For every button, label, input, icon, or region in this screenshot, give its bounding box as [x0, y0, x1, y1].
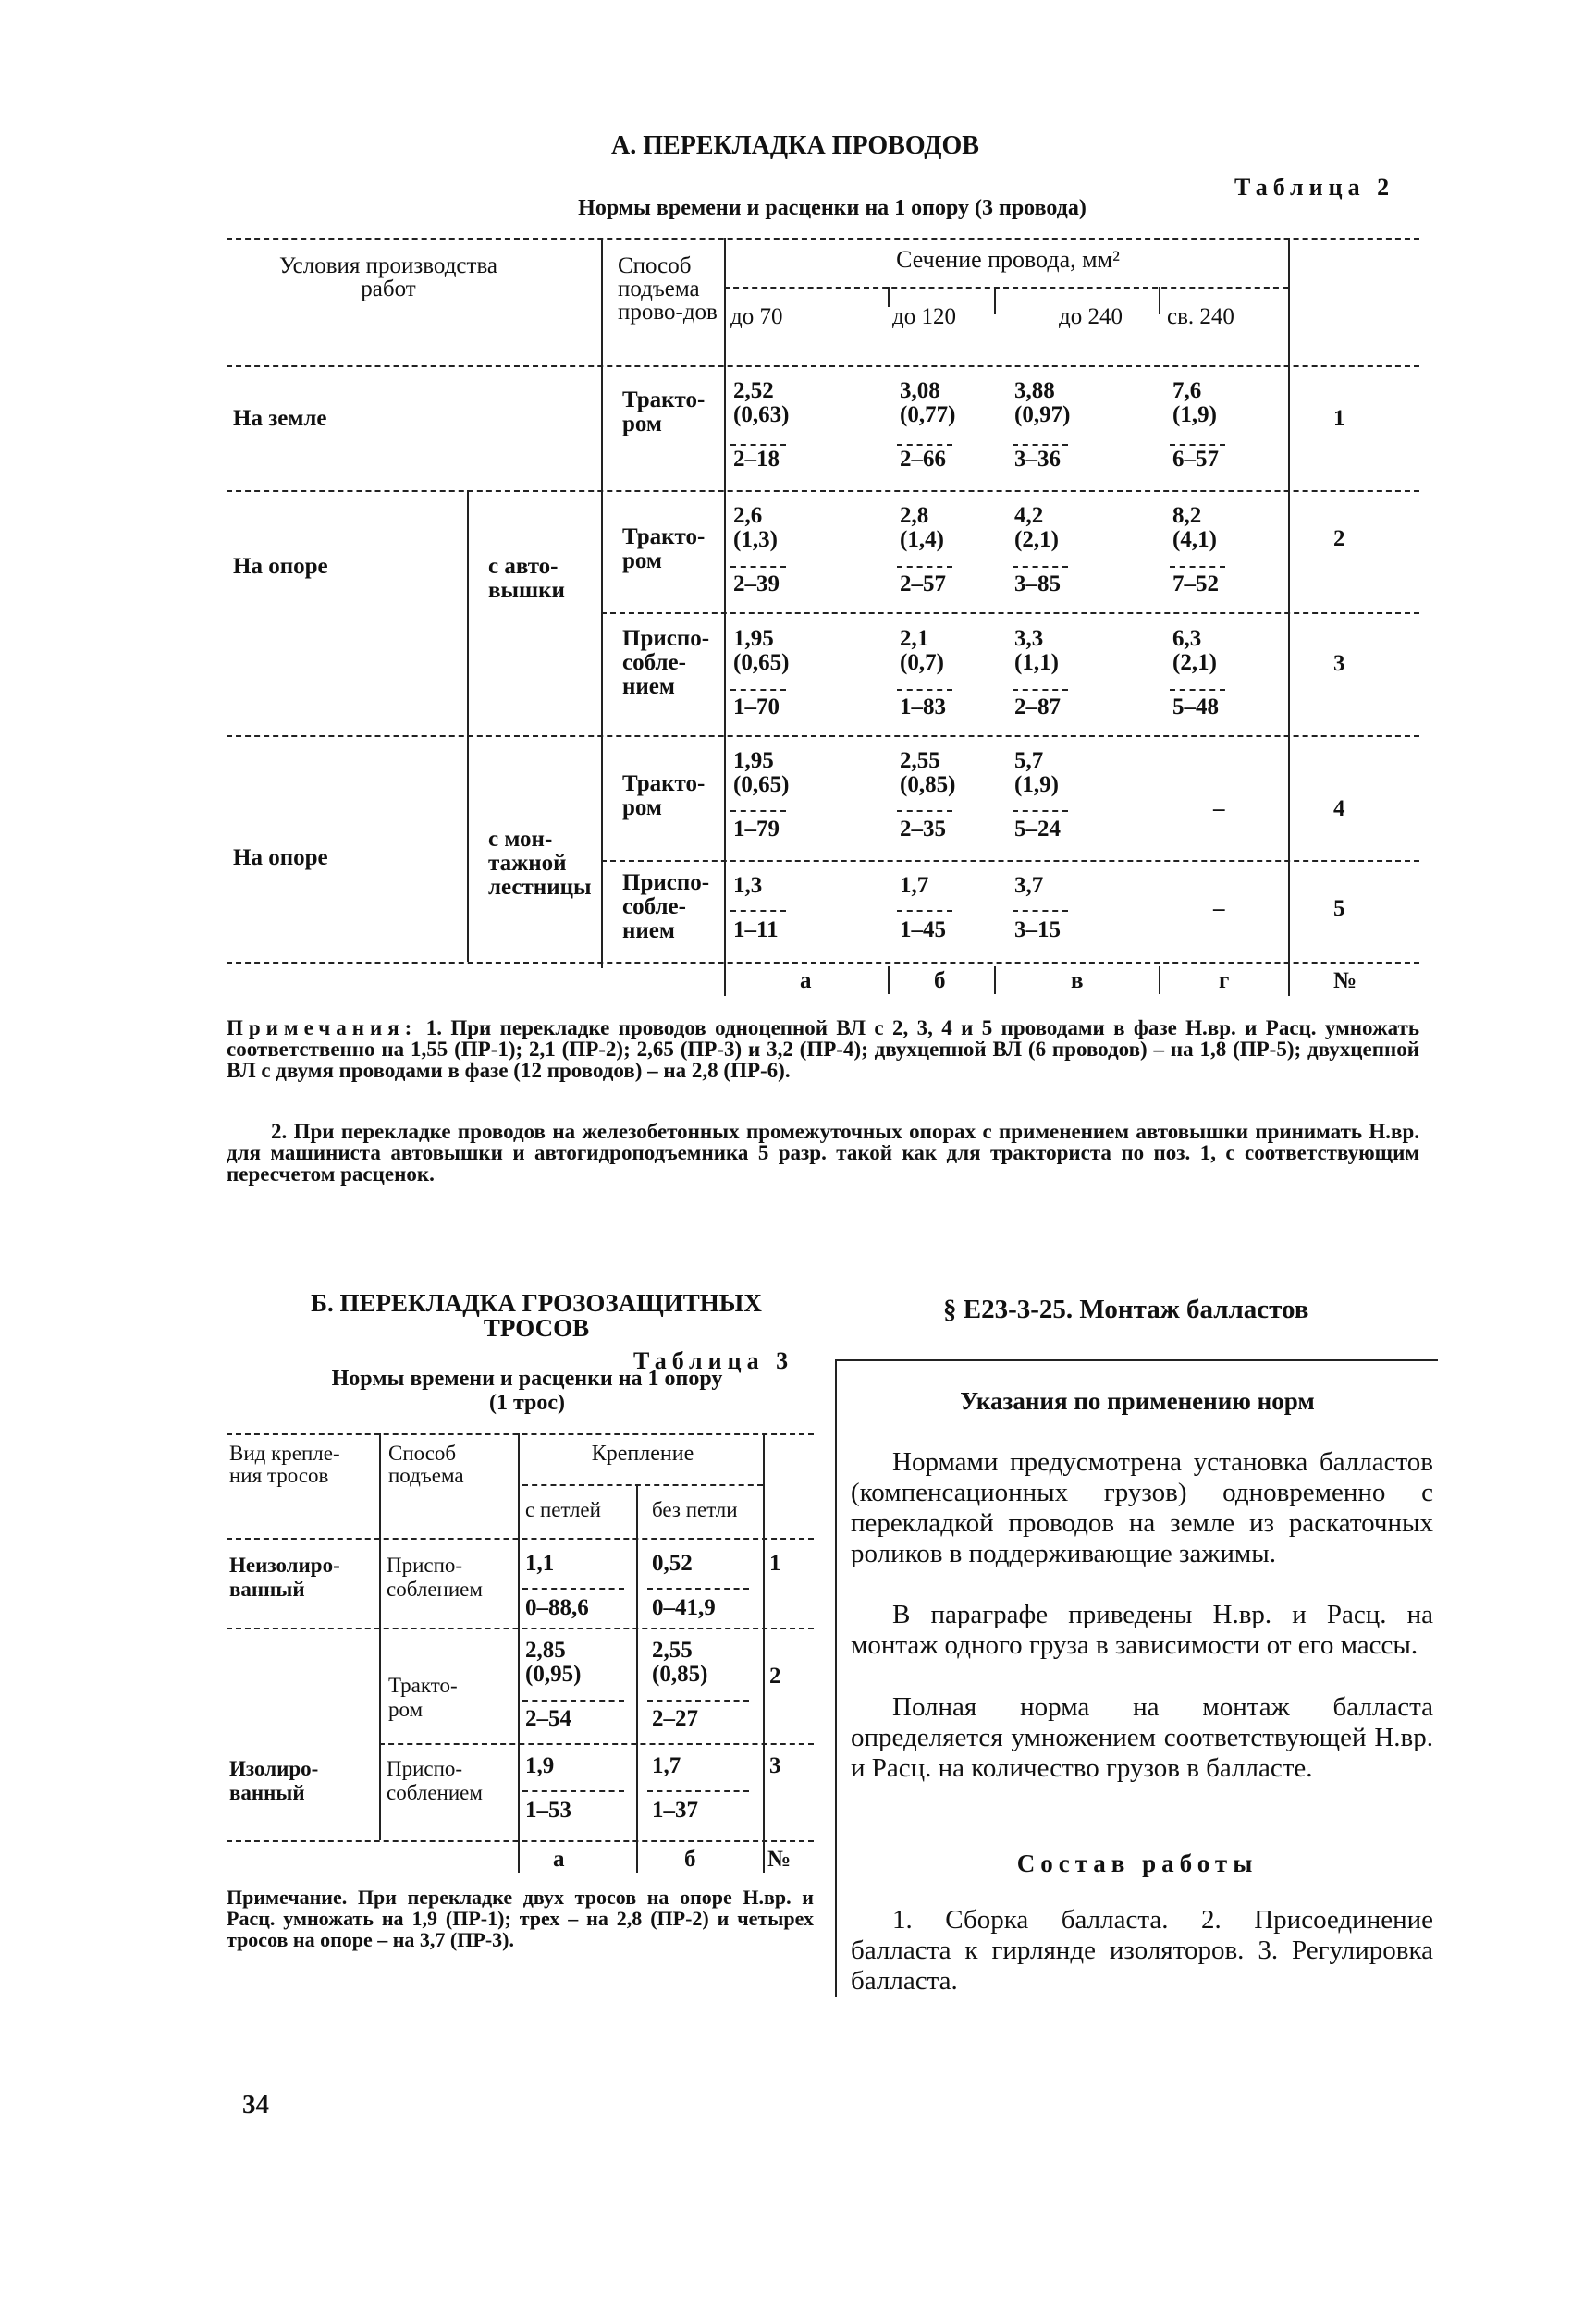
t3-header-c2: без петли: [652, 1498, 738, 1521]
letter-b: б: [934, 968, 946, 993]
t3-row1-c1: 1,1 0–88,6: [525, 1551, 589, 1620]
letter-no: №: [1333, 968, 1357, 993]
row3-col1: 1,95 (0,65) 1–70: [733, 626, 790, 719]
note-head: Примечания:: [227, 1016, 418, 1039]
t3-row2-method: Тракто-ром: [388, 1674, 458, 1721]
instructions-title: Указания по применению норм: [960, 1387, 1315, 1415]
row4-col4: –: [1213, 796, 1225, 821]
row2-col4: 8,2 (4,1) 7–52: [1172, 503, 1219, 596]
row4-col2: 2,55 (0,85) 2–35: [900, 748, 956, 842]
row1-col4: 7,6 (1,9) 6–57: [1172, 378, 1219, 472]
t3-header-fix: Крепление: [591, 1442, 694, 1466]
t3-letter-no: №: [767, 1847, 792, 1872]
t3-row3-method: Приспо-соблением: [387, 1757, 483, 1804]
t3-row1-no: 1: [769, 1551, 781, 1576]
t3-row2-c2: 2,55 (0,85) 2–27: [652, 1638, 708, 1731]
row2-col2: 2,8 (1,4) 2–57: [900, 503, 946, 596]
row2-place: На опоре: [233, 554, 328, 579]
letter-v: в: [1071, 968, 1084, 993]
row3-col2: 2,1 (0,7) 1–83: [900, 626, 946, 719]
row1-place: На земле: [233, 406, 327, 431]
work-title: Состав работы: [1016, 1849, 1258, 1877]
row1-col3: 3,88 (0,97) 3–36: [1014, 378, 1071, 472]
row2-sub: с авто-вышки: [488, 554, 565, 603]
header-section: Сечение провода, мм²: [896, 246, 1120, 273]
row5-col3: 3,7 3–15: [1014, 873, 1061, 942]
row2-col3: 4,2 (2,1) 3–85: [1014, 503, 1061, 596]
row5-col1: 1,3 1–11: [733, 873, 779, 942]
row4-place: На опоре: [233, 845, 328, 870]
table3-subtitle: Нормы времени и расценки на 1 опору (1 трос): [331, 1367, 723, 1415]
row3-col3: 3,3 (1,1) 2–87: [1014, 626, 1061, 719]
row4-no: 4: [1333, 796, 1345, 821]
table2-note-1: [227, 1017, 1419, 1081]
t3-row3-kind: Изолиро-ванный: [229, 1757, 319, 1804]
letter-a: а: [800, 968, 812, 993]
work-text: 1. Сборка балласта. 2. Присоединение балласта к гирлянде изоляторов. 3. Регулировка балласта.: [851, 1905, 1433, 1996]
row5-method: Приспо-собле-нием: [622, 870, 710, 943]
t3-row2-c1: 2,85 (0,95) 2–54: [525, 1638, 582, 1731]
header-col-3: до 240: [1059, 304, 1123, 329]
t3-header-method: Способ подъема: [388, 1442, 464, 1487]
row3-col4: 6,3 (2,1) 5–48: [1172, 626, 1219, 719]
header-col-1: до 70: [730, 304, 783, 329]
t3-header-kind: Вид крепле-ния тросов: [229, 1442, 340, 1487]
row2-method: Тракто-ром: [622, 524, 706, 573]
section-e-title: § Е23-3-25. Монтаж балластов: [943, 1295, 1309, 1324]
row3-no: 3: [1333, 651, 1345, 676]
instructions-p1: Нормами предусмотрена установка балластов (компенсационных грузов) одновременно с перекладкой проводов на земле из раскаточных роликов в поддерживающие зажимы.: [851, 1447, 1433, 1568]
header-col-4: св. 240: [1167, 304, 1234, 329]
row3-method: Приспо-собле-нием: [622, 626, 710, 699]
row2-col1: 2,6 (1,3) 2–39: [733, 503, 780, 596]
t3-row3-c1: 1,9 1–53: [525, 1753, 571, 1823]
row4-col1: 1,95 (0,65) 1–79: [733, 748, 790, 842]
table3-label: Таблица 3: [633, 1347, 794, 1374]
table2-note-2: 2. При перекладке проводов на железобетонных промежуточных опорах с применением автовышки принимать Н.вр. для машиниста автовышки и автогидроподъемника 5 разр. такой как для тракториста по поз. 1, с соответствующим пересчетом расценок.: [227, 1120, 1419, 1186]
row5-col4: –: [1213, 896, 1225, 921]
section-a-title: А. ПЕРЕКЛАДКА ПРОВОДОВ: [611, 131, 979, 160]
section-b-title: Б. ПЕРЕКЛАДКА ГРОЗОЗАЩИТНЫХ ТРОСОВ: [311, 1289, 762, 1342]
header-method: Способ подъема прово-дов: [618, 253, 718, 325]
t3-letter-b: б: [684, 1847, 696, 1872]
t3-row1-kind: Неизолиро-ванный: [229, 1554, 340, 1601]
header-conditions: Условия производства работ: [278, 253, 498, 301]
row4-method: Тракто-ром: [622, 771, 706, 820]
row5-no: 5: [1333, 896, 1345, 921]
t3-row1-c2: 0,52 0–41,9: [652, 1551, 716, 1620]
row4-sub: с мон-тажной лестницы: [488, 827, 592, 900]
t3-row2-no: 2: [769, 1664, 781, 1689]
note-1-text: 1. При перекладке проводов одноцепной ВЛ с 2, 3, 4 и 5 проводами в фазе Н.вр. и Расц. умножать соответственно на 1,55 (ПР-1); 2,1 (ПР-2); 2,65 (ПР-3) и 3,2 (ПР-4); двухцепной ВЛ (6 проводов) – на 1,8 (ПР-5); двухцепной ВЛ с двумя проводами в фазе (12 проводов) – на 2,8 (ПР-6).: [227, 1016, 1420, 1082]
t3-header-c1: с петлей: [525, 1498, 601, 1521]
t3-row1-method: Приспо-соблением: [387, 1554, 483, 1601]
letter-g: г: [1219, 968, 1230, 993]
row1-method: Тракто-ром: [622, 387, 706, 436]
row1-col1: 2,52 (0,63) 2–18: [733, 378, 790, 472]
page-number: 34: [242, 2090, 269, 2120]
table3-note: Примечание. При перекладке двух тросов на опоре Н.вр. и Расц. умножать на 1,9 (ПР-1); трех – на 2,8 (ПР-2) и четырех тросов на опоре – на 3,7 (ПР-3).: [227, 1886, 814, 1951]
row1-col2: 3,08 (0,77) 2–66: [900, 378, 956, 472]
instructions-p2: В параграфе приведены Н.вр. и Расц. на монтаж одного груза в зависимости от его массы.: [851, 1600, 1433, 1660]
row1-no: 1: [1333, 406, 1345, 431]
row2-no: 2: [1333, 526, 1345, 551]
table2-subtitle: Нормы времени и расценки на 1 опору (3 провода): [578, 196, 1087, 220]
t3-row3-c2: 1,7 1–37: [652, 1753, 698, 1823]
t3-row3-no: 3: [769, 1753, 781, 1778]
instructions-p3: Полная норма на монтаж балласта определяется умножением соответствующей Н.вр. и Расц. на количество грузов в балласте.: [851, 1692, 1433, 1783]
t3-letter-a: а: [553, 1847, 565, 1872]
row4-col3: 5,7 (1,9) 5–24: [1014, 748, 1061, 842]
header-col-2: до 120: [892, 304, 956, 329]
table2-label: Таблица 2: [1234, 174, 1395, 201]
row5-col2: 1,7 1–45: [900, 873, 946, 942]
